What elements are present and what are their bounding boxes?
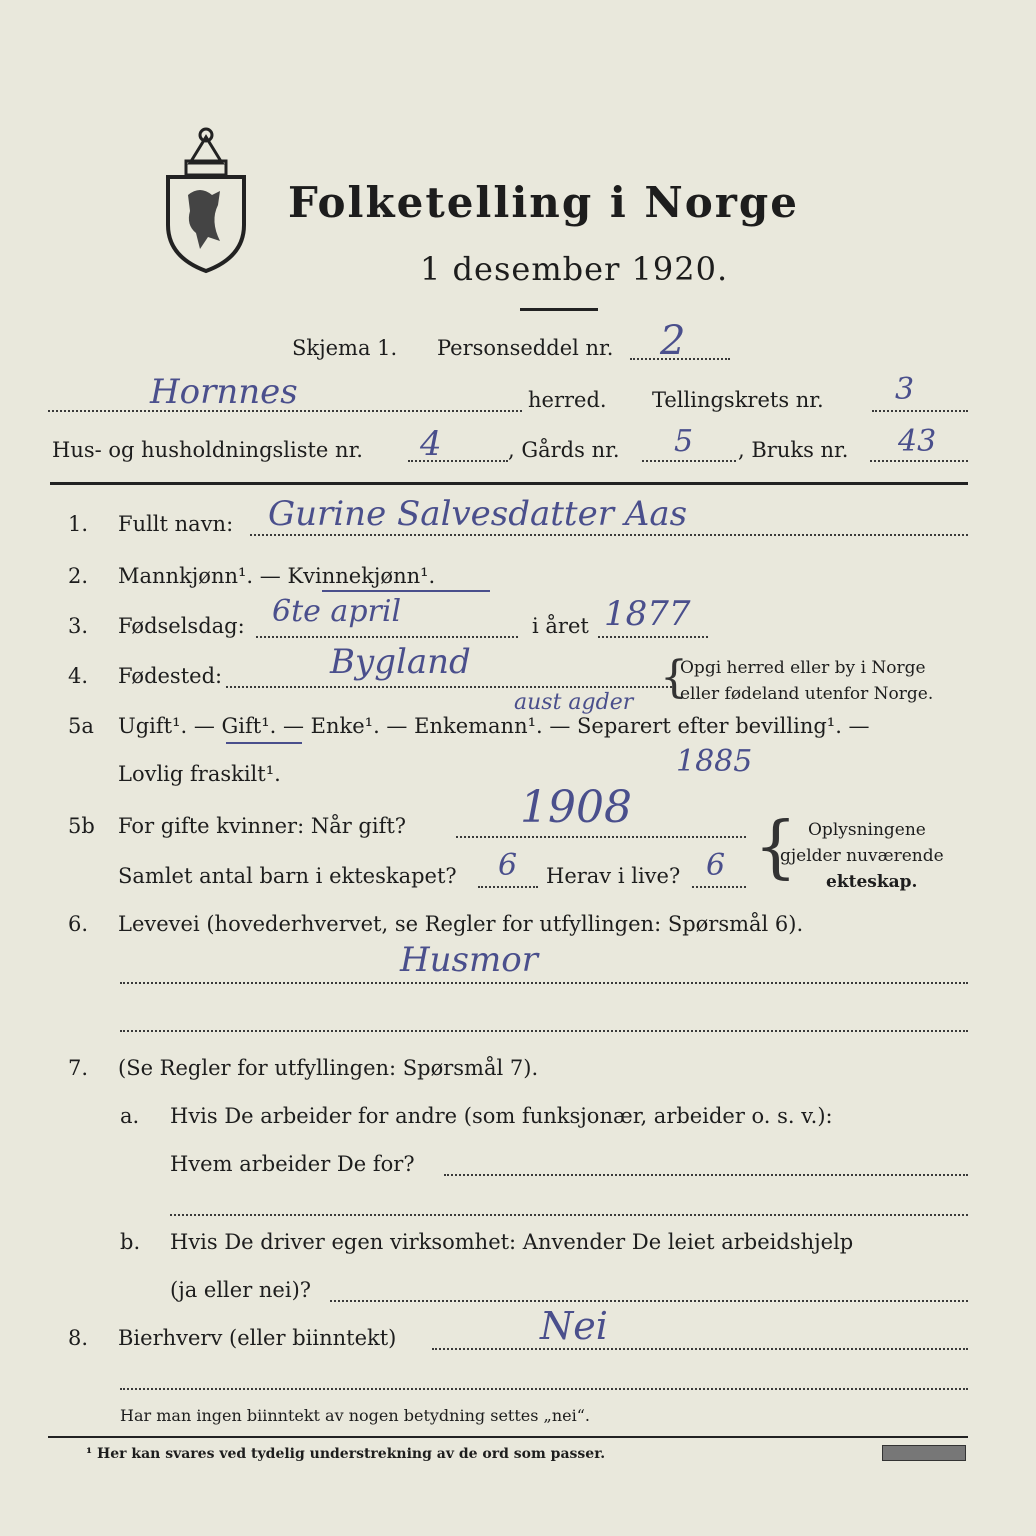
q3-year-line (598, 636, 708, 638)
q3-line (256, 636, 518, 638)
q5b-children-line (478, 886, 538, 888)
q5b-note-2: gjelder nuværende (780, 846, 944, 866)
q3-year-label: i året (532, 614, 589, 638)
q7a-line-1 (444, 1174, 968, 1176)
q5a-label: Ugift¹. — Gift¹. — Enke¹. — Enkemann¹. — Separert efter bevilling¹. — (118, 714, 870, 738)
q5b-note-3: ekteskap. (826, 872, 918, 892)
q4-note-2: eller fødeland utenfor Norge. (680, 684, 934, 704)
bruks-value[interactable]: 43 (898, 424, 937, 459)
hus-value[interactable]: 4 (420, 424, 442, 464)
footnote: ¹ Her kan svares ved tydelig understrekning av de ord som passer. (86, 1446, 606, 1462)
header-rule (50, 482, 968, 485)
q4-brace: { (660, 652, 688, 703)
personseddel-label: Personseddel nr. (437, 336, 614, 360)
q5b-line (456, 836, 746, 838)
q8-label: Bierhverv (eller biinntekt) (118, 1326, 397, 1350)
personseddel-value[interactable]: 2 (660, 318, 686, 364)
printer-stamp (882, 1445, 966, 1461)
q8-line-2 (120, 1388, 968, 1390)
bruks-line (870, 460, 968, 462)
q7b-number: b. (120, 1230, 141, 1254)
q7b-line (330, 1300, 968, 1302)
q7a-line-2 (170, 1214, 968, 1216)
q2-label: Mannkjønn¹. — Kvinnekjønn¹. (118, 564, 436, 588)
tellingskrets-label: Tellingskrets nr. (652, 388, 824, 412)
q7a-label: Hvis De arbeider for andre (som funksjonær, arbeider o. s. v.): (170, 1104, 833, 1128)
q4-value[interactable]: Bygland (330, 642, 471, 682)
q6-label: Levevei (hovederhvervet, se Regler for utfyllingen: Spørsmål 6). (118, 912, 804, 936)
form-title: Folketelling i Norge (288, 178, 800, 227)
coat-of-arms-icon (160, 125, 252, 275)
q4-line (226, 686, 672, 688)
gards-label: , Gårds nr. (508, 438, 620, 462)
herred-value[interactable]: Hornnes (150, 372, 298, 412)
q6-line-1 (120, 982, 968, 984)
skjema-label: Skjema 1. (292, 336, 398, 360)
q5b-alive-label: Herav i live? (546, 864, 681, 888)
q4-note-1: Opgi herred eller by i Norge (680, 658, 926, 678)
q3-value[interactable]: 6te april (272, 594, 402, 629)
census-date: 1 desember 1920. (420, 250, 729, 288)
q3-year-value[interactable]: 1877 (604, 594, 691, 634)
q5b-note-1: Oplysningene (808, 820, 926, 840)
q1-label: Fullt navn: (118, 512, 234, 536)
herred-label: herred. (528, 388, 607, 412)
q5b-number: 5b (68, 814, 95, 838)
q5a-label-2: Lovlig fraskilt¹. (118, 762, 281, 786)
q4-number: 4. (68, 664, 89, 688)
q5b-label: For gifte kvinner: Når gift? (118, 814, 407, 838)
q7b-label: Hvis De driver egen virksomhet: Anvender De leiet arbeidshjelp (170, 1230, 854, 1254)
q2-number: 2. (68, 564, 89, 588)
q1-value[interactable]: Gurine Salvesdatter Aas (268, 494, 688, 534)
gards-value[interactable]: 5 (674, 424, 694, 459)
q7-number: 7. (68, 1056, 89, 1080)
q7a-number: a. (120, 1104, 140, 1128)
q5a-number: 5a (68, 714, 94, 738)
q3-label: Fødselsdag: (118, 614, 245, 638)
q8-number: 8. (68, 1326, 89, 1350)
hus-label: Hus- og husholdningsliste nr. (52, 438, 363, 462)
q7-label: (Se Regler for utfyllingen: Spørsmål 7). (118, 1056, 539, 1080)
q8-line (432, 1348, 968, 1350)
q6-number: 6. (68, 912, 89, 936)
q6-line-2 (120, 1030, 968, 1032)
q5b-alive-value[interactable]: 6 (706, 848, 726, 883)
q8-value[interactable]: Nei (540, 1304, 608, 1348)
q1-number: 1. (68, 512, 89, 536)
q5b-children-value[interactable]: 6 (498, 848, 518, 883)
q5b-children-label: Samlet antal barn i ekteskapet? (118, 864, 457, 888)
tellingskrets-line (872, 410, 968, 412)
footer-rule (48, 1436, 968, 1438)
title-divider (520, 308, 598, 311)
q5a-underline-mark (226, 742, 302, 744)
q4-label: Fødested: (118, 664, 223, 688)
q7b-label-2: (ja eller nei)? (170, 1278, 312, 1302)
footer-note: Har man ingen biinntekt av nogen betydning settes „nei“. (120, 1406, 590, 1425)
q1-line (250, 534, 968, 536)
q6-value[interactable]: Husmor (400, 940, 538, 980)
q5b-brace: { (754, 808, 798, 887)
gards-line (642, 460, 736, 462)
q5b-alive-line (692, 886, 746, 888)
q5a-extra-value[interactable]: 1885 (676, 744, 753, 779)
bruks-label: , Bruks nr. (738, 438, 849, 462)
q7a-label-2: Hvem arbeider De for? (170, 1152, 415, 1176)
q2-underline-mark (322, 590, 490, 592)
tellingskrets-value[interactable]: 3 (895, 372, 915, 407)
q4-value-region[interactable]: aust agder (514, 690, 634, 715)
q5b-value[interactable]: 1908 (520, 782, 632, 833)
q3-number: 3. (68, 614, 89, 638)
